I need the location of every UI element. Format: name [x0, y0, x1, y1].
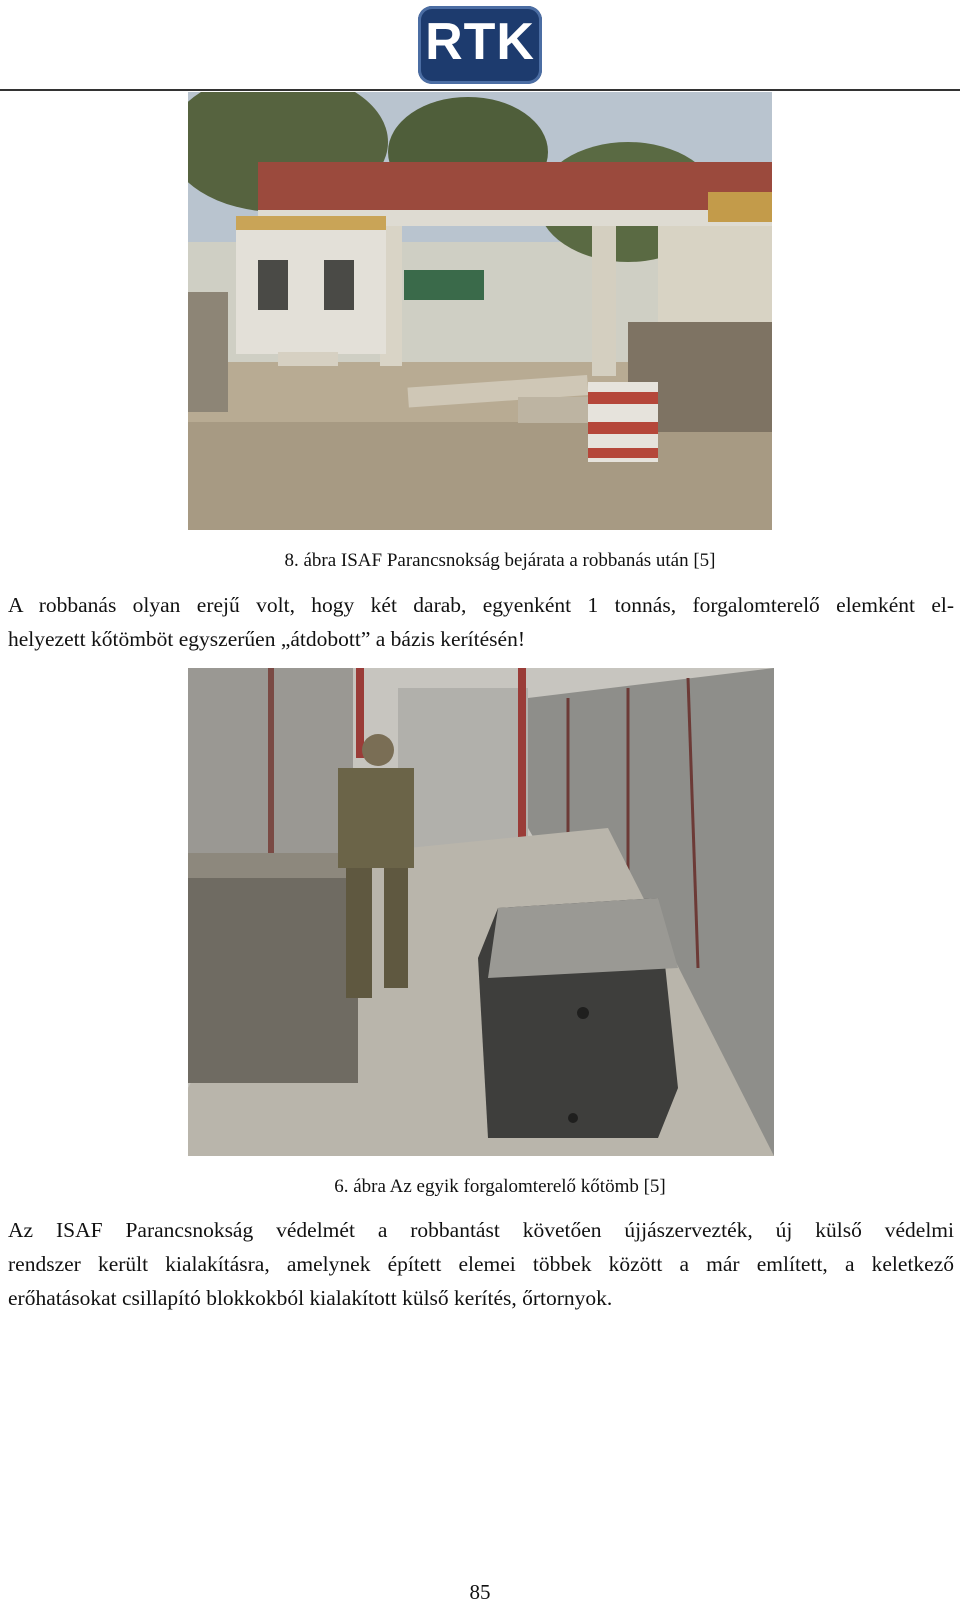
figure-photo-entrance	[188, 92, 772, 530]
page-number: 85	[469, 1580, 491, 1604]
figure-photo-concrete-block	[188, 668, 774, 1156]
paragraph-line: helyezett kőtömböt egyszerűen „átdobott” a bázis kerítésén!	[8, 627, 525, 651]
body-paragraph	[8, 1213, 954, 1315]
figure-caption: 6. ábra Az egyik forgalomterelő kőtömb [5]	[334, 1176, 666, 1197]
entrance-photo-illustration	[188, 92, 772, 530]
paragraph-line: Az ISAF Parancsnokság védelmét a robbantást követően újjászervezték, új külső védelmi	[8, 1218, 954, 1242]
header-divider	[0, 89, 960, 91]
concrete-block-photo-illustration	[188, 668, 774, 1156]
rtk-logo	[418, 6, 542, 84]
logo-text: RTK	[425, 13, 535, 71]
paragraph-line: A robbanás olyan erejű volt, hogy két darab, egyenként 1 tonnás, forgalomterelő elemként el-	[8, 593, 954, 617]
paragraph-line: erőhatásokat csillapító blokkokból kialakított külső kerítés, őrtornyok.	[8, 1286, 613, 1310]
body-paragraph	[8, 588, 954, 656]
page-header	[0, 0, 960, 92]
figure-caption: 8. ábra ISAF Parancsnokság bejárata a robbanás után [5]	[284, 550, 716, 571]
paragraph-line: rendszer került kialakításra, amelynek épített elemei többek között a már említett, a keletkező	[8, 1252, 954, 1276]
